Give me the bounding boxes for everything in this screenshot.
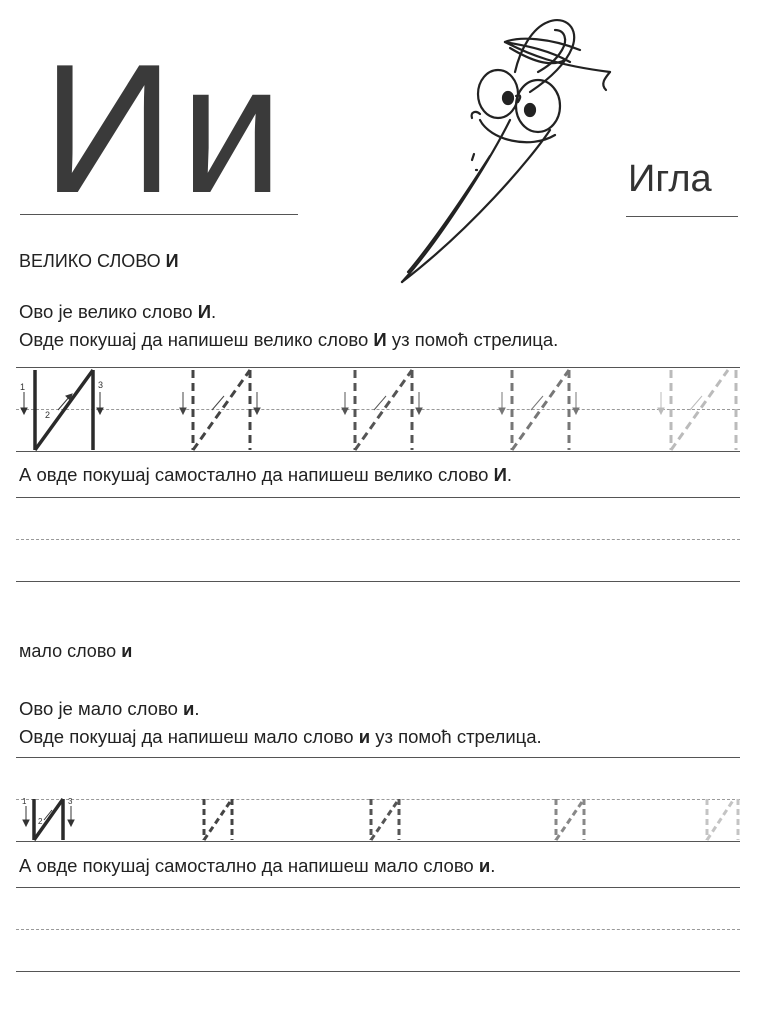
stroke-number: 3 — [98, 380, 104, 390]
writing-top-line — [16, 497, 740, 498]
uppercase-arrows-instruction: Овде покушај да напишеш велико слово И уз помоћ стрелица. — [19, 329, 559, 350]
writing-mid-line — [16, 929, 740, 930]
uppercase-dashed-letter — [671, 370, 736, 450]
needle-icon — [380, 10, 620, 300]
writing-mid-line — [16, 539, 740, 540]
uppercase-dashed-letter — [512, 370, 569, 450]
lowercase-dashed-letter — [204, 799, 232, 840]
title-letters: Ии — [42, 25, 290, 231]
lowercase-dashed-letter — [556, 799, 584, 840]
stroke-number: 1 — [20, 382, 26, 392]
uppercase-dashed-letter — [355, 370, 412, 450]
writing-base-line — [16, 581, 740, 582]
uppercase-self-instruction: А овде покушај самостално да напишеш велико слово И. — [19, 464, 513, 485]
stroke-number: 1 — [22, 797, 27, 806]
lowercase-heading: мало слово и — [19, 641, 133, 661]
lowercase-dashed-letter — [371, 799, 399, 840]
tracing-top-line — [16, 757, 740, 758]
uppercase-tracing-row — [0, 360, 768, 460]
title-underline — [20, 214, 298, 215]
lowercase-tracing-row — [0, 790, 768, 850]
stroke-number: 2 — [45, 410, 51, 420]
lowercase-intro: Ово је мало слово и. — [19, 698, 200, 719]
uppercase-intro: Ово је велико слово И. — [19, 301, 217, 322]
uppercase-heading: ВЕЛИКО СЛОВО И — [19, 251, 179, 271]
lowercase-arrows-instruction: Овде покушај да напишеш мало слово и уз помоћ стрелица. — [19, 726, 542, 747]
stroke-number: 3 — [68, 797, 73, 806]
stroke-number: 2 — [38, 817, 43, 826]
word-underline — [626, 216, 738, 217]
uppercase-dashed-letter — [193, 370, 250, 450]
lowercase-dashed-letter — [707, 799, 738, 840]
writing-top-line — [16, 887, 740, 888]
uppercase-model-letter — [35, 370, 93, 450]
lowercase-self-instruction: А овде покушај самостално да напишеш мало слово и. — [19, 855, 496, 876]
writing-base-line — [16, 971, 740, 972]
picture-word: Игла — [628, 158, 712, 200]
